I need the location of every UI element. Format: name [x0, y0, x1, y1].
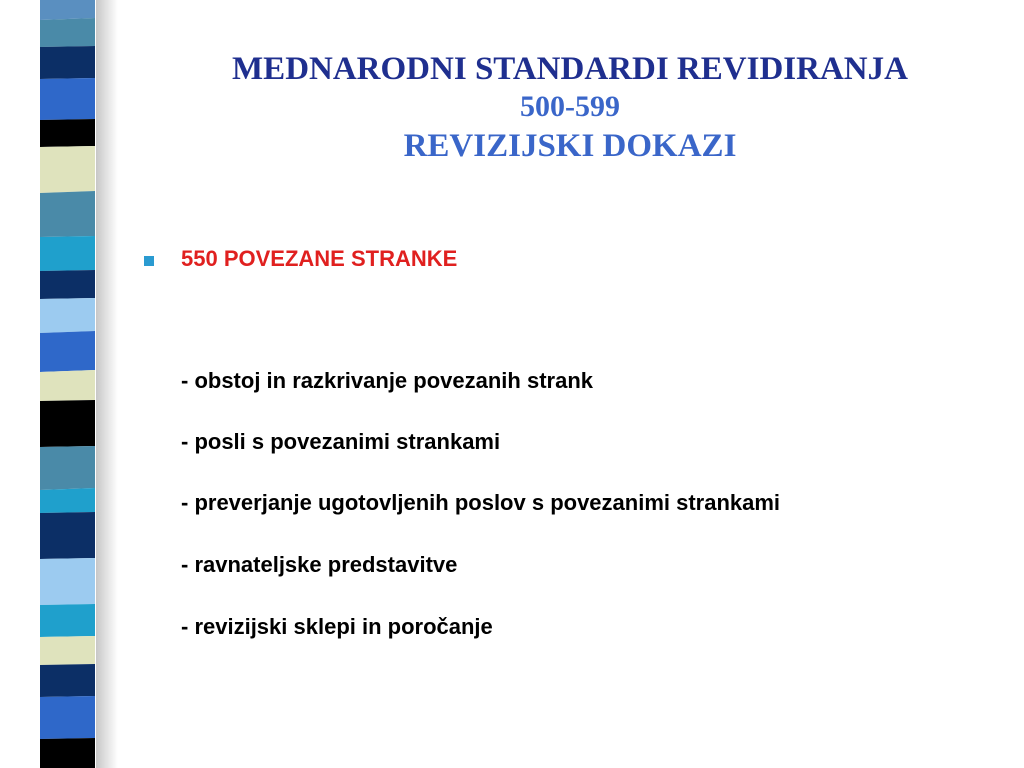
sub-item: - posli s povezanimi strankami: [181, 429, 501, 454]
sub-item: - ravnateljske predstavitve: [181, 552, 458, 577]
sub-item: - preverjanje ugotovljenih poslov s povezanimi strankami: [181, 490, 781, 515]
title-line-main: MEDNARODNI STANDARDI REVIDIRANJA: [232, 51, 908, 87]
slide-title: [140, 50, 1000, 166]
decorative-strip: [0, 0, 118, 768]
sub-item: - revizijski sklepi in poročanje: [181, 614, 493, 639]
title-line-subtitle: REVIZIJSKI DOKAZI: [403, 128, 737, 164]
square-bullet-icon: [144, 256, 154, 266]
main-bullet-text: 550 POVEZANE STRANKE: [181, 246, 458, 271]
title-line-range: 500-599: [520, 90, 620, 123]
sub-item: - obstoj in razkrivanje povezanih strank: [181, 368, 593, 393]
